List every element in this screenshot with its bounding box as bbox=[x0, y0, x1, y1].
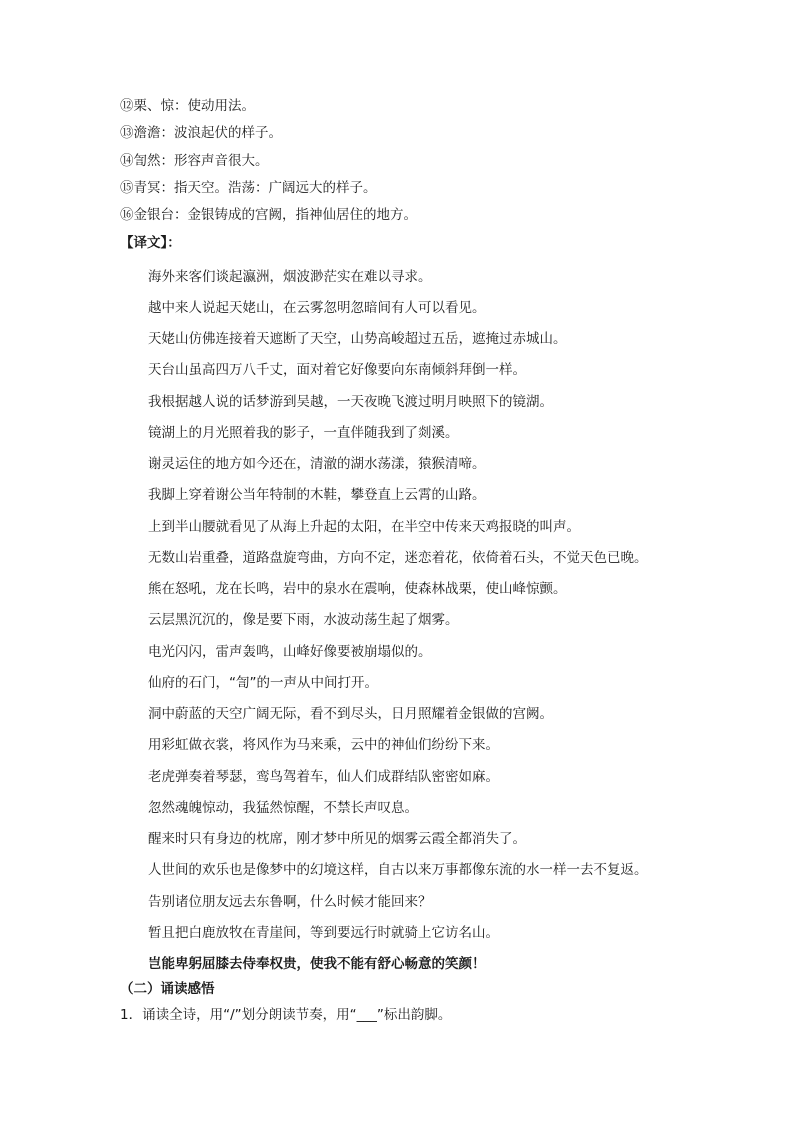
translation-line: 醒来时只有身边的枕席，刚才梦中所见的烟雾云霞全都消失了。 bbox=[148, 831, 526, 847]
translation-line: 上到半山腰就看见了从海上升起的太阳，在半空中传来天鸡报晓的叫声。 bbox=[148, 519, 580, 535]
translation-line: 海外来客们谈起瀛洲，烟波渺茫实在难以寻求。 bbox=[148, 269, 432, 285]
translation-line: 告别诸位朋友远去东鲁啊，什么时候才能回来？ bbox=[148, 894, 432, 910]
note-15: ⑮青冥：指天空。浩荡：广阔远大的样子。 bbox=[120, 180, 377, 196]
translation-line: 无数山岩重叠，道路盘旋弯曲，方向不定，迷恋着花，依倚着石头，不觉天色已晚。 bbox=[148, 550, 648, 566]
translation-line: 岂能卑躬屈膝去侍奉权贵，使我不能有舒心畅意的笑颜！ bbox=[148, 956, 486, 972]
note-16: ⑯金银台：金银铸成的宫阙，指神仙居住的地方。 bbox=[120, 207, 417, 223]
question-1: 1．诵读全诗，用“/”划分朗读节奏，用“___”标出韵脚。 bbox=[120, 1007, 452, 1023]
translation-line: 熊在怒吼，龙在长鸣，岩中的泉水在震响，使森林战栗，使山峰惊颤。 bbox=[148, 581, 567, 597]
translation-line: 忽然魂魄惊动，我猛然惊醒，不禁长声叹息。 bbox=[148, 800, 418, 816]
translation-heading: 【译文】： bbox=[120, 235, 181, 251]
note-12: ⑫栗、惊：使动用法。 bbox=[120, 98, 255, 114]
translation-line: 镜湖上的月光照着我的影子，一直伴随我到了剡溪。 bbox=[148, 425, 459, 441]
translation-line: 用彩虹做衣裳，将风作为马来乘，云中的神仙们纷纷下来。 bbox=[148, 737, 499, 753]
translation-line: 老虎弹奏着琴瑟，鸾鸟驾着车，仙人们成群结队密密如麻。 bbox=[148, 769, 499, 785]
translation-line: 云层黑沉沉的，像是要下雨，水波动荡生起了烟雾。 bbox=[148, 612, 459, 628]
translation-line: 暂且把白鹿放牧在青崖间，等到要远行时就骑上它访名山。 bbox=[148, 925, 499, 941]
translation-line: 电光闪闪，雷声轰鸣，山峰好像要被崩塌似的。 bbox=[148, 644, 432, 660]
note-14: ⑭訇然：形容声音很大。 bbox=[120, 153, 269, 169]
translation-line: 仙府的石门，“訇”的一声从中间打开。 bbox=[148, 675, 378, 691]
translation-line: 人世间的欢乐也是像梦中的幻境这样，自古以来万事都像东流的水一样一去不复返。 bbox=[148, 862, 648, 878]
translation-line: 天姥山仿佛连接着天遮断了天空，山势高峻超过五岳，遮掩过赤城山。 bbox=[148, 331, 567, 347]
translation-line: 越中来人说起天姥山，在云雾忽明忽暗间有人可以看见。 bbox=[148, 300, 486, 316]
note-13: ⑬澹澹：波浪起伏的样子。 bbox=[120, 125, 282, 141]
translation-line: 洞中蔚蓝的天空广阔无际，看不到尽头，日月照耀着金银做的宫阙。 bbox=[148, 706, 553, 722]
section-heading: （二）诵读感悟 bbox=[120, 981, 215, 997]
translation-line: 谢灵运住的地方如今还在，清澈的湖水荡漾，猿猴清啼。 bbox=[148, 456, 486, 472]
translation-line: 我根据越人说的话梦游到吴越，一天夜晚飞渡过明月映照下的镜湖。 bbox=[148, 394, 553, 410]
translation-line: 我脚上穿着谢公当年特制的木鞋，攀登直上云霄的山路。 bbox=[148, 487, 486, 503]
translation-line: 天台山虽高四万八千丈，面对着它好像要向东南倾斜拜倒一样。 bbox=[148, 362, 526, 378]
